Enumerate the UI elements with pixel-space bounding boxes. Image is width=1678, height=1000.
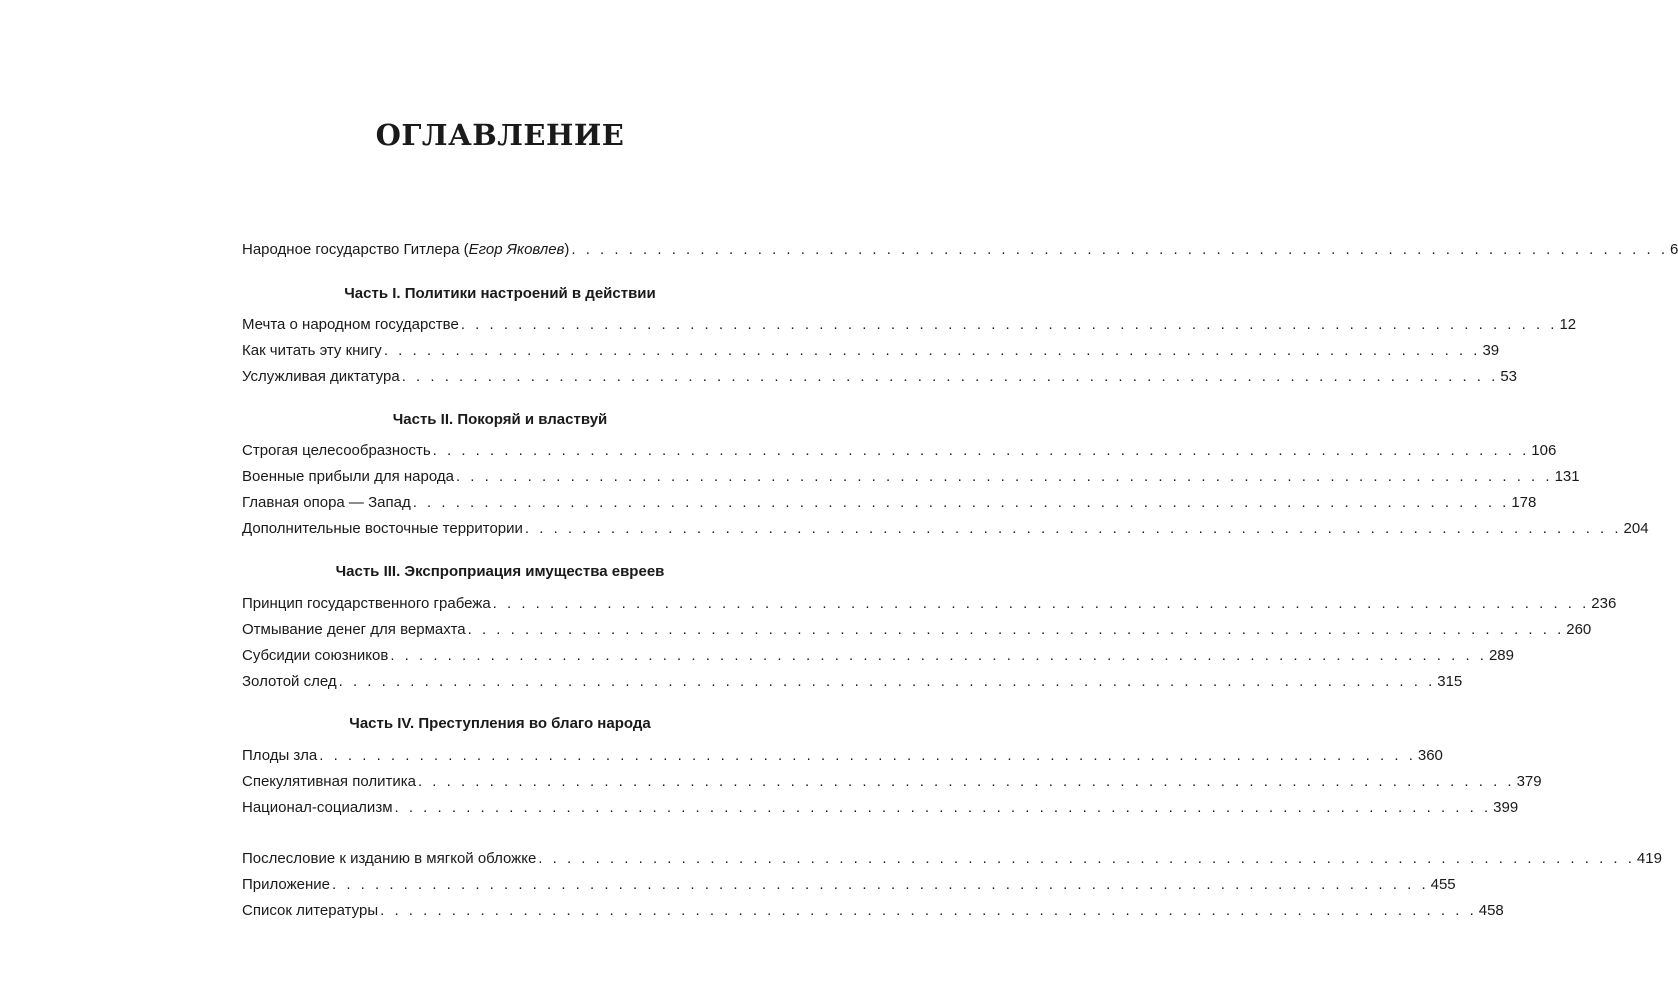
toc-entry-label: Национал-социализм: [242, 799, 393, 816]
toc-entry[interactable]: [242, 771, 1542, 793]
part-heading-2: Часть II. Покоряй и властвуй: [392, 411, 608, 428]
leader-dots: . . . . . . . . . . . . . . . . . . . . . . . . . . . . . . . . . . . . . . . . . . . . . . . . . . . . . . . . . . . . . . . . . . . . . . . . . . . . .: [571, 241, 1668, 258]
toc-entry-label: Услужливая диктатура: [242, 368, 400, 385]
toc-entry[interactable]: [242, 645, 1514, 667]
page-number: 236: [1591, 595, 1617, 612]
leader-dots: . . . . . . . . . . . . . . . . . . . . . . . . . . . . . . . . . . . . . . . . . . . . . . . . . . . . . . . . . . . . . . . . . . . . . . . . . . . . .: [417, 773, 1515, 790]
toc-entry-label: Плоды зла: [242, 747, 318, 764]
page-number: 131: [1554, 468, 1580, 485]
leader-dots: . . . . . . . . . . . . . . . . . . . . . . . . . . . . . . . . . . . . . . . . . . . . . . . . . . . . . . . . . . . . . . . . . . . . . . . . . . . . .: [492, 595, 1590, 612]
leader-dots: . . . . . . . . . . . . . . . . . . . . . . . . . . . . . . . . . . . . . . . . . . . . . . . . . . . . . . . . . . . . . . . . . . . . . . . . . . . . .: [338, 673, 1436, 690]
toc-entry[interactable]: [242, 671, 1463, 693]
page-number: 6: [1670, 241, 1678, 258]
toc-entry-label: Список литературы: [242, 902, 379, 919]
page-number: 360: [1417, 747, 1443, 764]
leader-dots: . . . . . . . . . . . . . . . . . . . . . . . . . . . . . . . . . . . . . . . . . . . . . . . . . . . . . . . . . . . . . . . . . . . . . . . . . . . . .: [319, 747, 1416, 764]
page-number: 204: [1623, 520, 1649, 537]
toc-entry-label: Строгая целесообразность: [242, 442, 431, 459]
page-number: 315: [1437, 673, 1463, 690]
leader-dots: . . . . . . . . . . . . . . . . . . . . . . . . . . . . . . . . . . . . . . . . . . . . . . . . . . . . . . . . . . . . . . . . . . . . . . . . . . . . .: [467, 621, 1565, 638]
leader-dots: . . . . . . . . . . . . . . . . . . . . . . . . . . . . . . . . . . . . . . . . . . . . . . . . . . . . . . . . . . . . . . . . . . . . . . . . . . . . .: [394, 799, 1492, 816]
toc-entry[interactable]: [242, 797, 1519, 819]
toc-entry-label: Дополнительные восточные территории: [242, 520, 523, 537]
leader-dots: . . . . . . . . . . . . . . . . . . . . . . . . . . . . . . . . . . . . . . . . . . . . . . . . . . . . . . . . . . . . . . . . . . . . . . . . . . . . .: [432, 442, 1530, 459]
leader-dots: . . . . . . . . . . . . . . . . . . . . . . . . . . . . . . . . . . . . . . . . . . . . . . . . . . . . . . . . . . . . . . . . . . . . . . . . . . . . .: [538, 850, 1635, 867]
toc-entry-label: Спекулятивная политика: [242, 773, 416, 790]
page-number: 106: [1531, 442, 1557, 459]
toc-entry-back-matter[interactable]: [242, 900, 1504, 922]
leader-dots: . . . . . . . . . . . . . . . . . . . . . . . . . . . . . . . . . . . . . . . . . . . . . . . . . . . . . . . . . . . . . . . . . . . . . . . . . . . . .: [380, 902, 1477, 919]
toc-entry-label: Послесловие к изданию в мягкой обложке: [242, 850, 537, 867]
leader-dots: . . . . . . . . . . . . . . . . . . . . . . . . . . . . . . . . . . . . . . . . . . . . . . . . . . . . . . . . . . . . . . . . . . . . . . . . . . . . .: [412, 494, 1510, 511]
toc-entry-label: Как читать эту книгу: [242, 342, 382, 359]
page-number: 260: [1566, 621, 1592, 638]
toc-entry-label: Золотой след: [242, 673, 337, 690]
toc-entry[interactable]: [242, 440, 1557, 462]
toc-entry[interactable]: [242, 518, 1649, 540]
toc-entry[interactable]: [242, 593, 1617, 615]
toc-entry-label: Принцип государственного грабежа: [242, 595, 491, 612]
page-number: 458: [1478, 902, 1504, 919]
page-title: ОГЛАВЛЕНИЕ: [375, 118, 625, 152]
toc-entry-label: Мечта о народном государстве: [242, 316, 459, 333]
toc-entry-label: Отмывание денег для вермахта: [242, 621, 466, 638]
toc-entry-label: Главная опора — Запад: [242, 494, 411, 511]
leader-dots: . . . . . . . . . . . . . . . . . . . . . . . . . . . . . . . . . . . . . . . . . . . . . . . . . . . . . . . . . . . . . . . . . . . . . . . . . . . . .: [524, 520, 1622, 537]
toc-entry[interactable]: [242, 466, 1580, 488]
page-number: 39: [1482, 342, 1500, 359]
leader-dots: . . . . . . . . . . . . . . . . . . . . . . . . . . . . . . . . . . . . . . . . . . . . . . . . . . . . . . . . . . . . . . . . . . . . . . . . . . . . .: [460, 316, 1558, 333]
page-number: 379: [1516, 773, 1542, 790]
toc-entry[interactable]: [242, 745, 1443, 767]
page-number: 419: [1636, 850, 1662, 867]
leader-dots: . . . . . . . . . . . . . . . . . . . . . . . . . . . . . . . . . . . . . . . . . . . . . . . . . . . . . . . . . . . . . . . . . . . . . . . . . . . . .: [390, 647, 1487, 664]
leader-dots: . . . . . . . . . . . . . . . . . . . . . . . . . . . . . . . . . . . . . . . . . . . . . . . . . . . . . . . . . . . . . . . . . . . . . . . . . . . . .: [331, 876, 1429, 893]
toc-entry-intro[interactable]: [242, 239, 1678, 261]
leader-dots: . . . . . . . . . . . . . . . . . . . . . . . . . . . . . . . . . . . . . . . . . . . . . . . . . . . . . . . . . . . . . . . . . . . . . . . . . . . . .: [383, 342, 1481, 359]
toc-entry-label: Субсидии союзников: [242, 647, 389, 664]
toc-entry-back-matter[interactable]: [242, 874, 1456, 896]
toc-entry[interactable]: [242, 619, 1592, 641]
toc-entry-label: Приложение: [242, 876, 330, 893]
toc-entry[interactable]: [242, 492, 1537, 514]
page-number: 455: [1430, 876, 1456, 893]
toc-entry-back-matter[interactable]: [242, 848, 1662, 870]
part-heading-3: Часть III. Экспроприация имущества евреев: [335, 563, 665, 580]
page-number: 53: [1500, 368, 1517, 385]
toc-entry[interactable]: [242, 314, 1577, 336]
page-number: 178: [1511, 494, 1537, 511]
part-heading-1: Часть I. Политики настроений в действии: [344, 285, 656, 302]
author-name: Егор Яковлев: [468, 241, 565, 258]
toc-entry[interactable]: [242, 366, 1517, 388]
toc-entry-label: Военные прибыли для народа: [242, 468, 454, 485]
page-number: 289: [1488, 647, 1514, 664]
leader-dots: . . . . . . . . . . . . . . . . . . . . . . . . . . . . . . . . . . . . . . . . . . . . . . . . . . . . . . . . . . . . . . . . . . . . . . . . . . . . .: [401, 368, 1499, 385]
leader-dots: . . . . . . . . . . . . . . . . . . . . . . . . . . . . . . . . . . . . . . . . . . . . . . . . . . . . . . . . . . . . . . . . . . . . . . . . . . . . .: [455, 468, 1553, 485]
toc-entry-label: Народное государство Гитлера (Егор Яковлев): [242, 241, 570, 258]
page-number: 399: [1493, 799, 1519, 816]
page-number: 12: [1559, 316, 1577, 333]
toc-entry[interactable]: [242, 340, 1500, 362]
part-heading-4: Часть IV. Преступления во благо народа: [349, 715, 651, 732]
